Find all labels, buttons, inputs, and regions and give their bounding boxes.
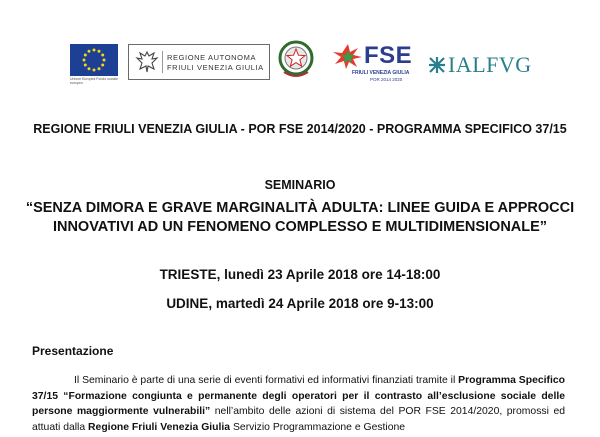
ialfvg-word: IALFVG <box>448 52 532 77</box>
seminar-title <box>20 199 580 237</box>
regione-logo <box>128 44 270 80</box>
eu-caption: Unione Europea Fondo sociale europeo <box>70 77 119 85</box>
italian-republic-emblem-icon <box>276 38 316 82</box>
regione-line1: REGIONE AUTONOMA <box>167 53 257 62</box>
logo-bar <box>0 40 600 90</box>
paragraph-bold-1: Programma Specifico 37/15 “Formazione congiunta e permanente degli operatori per il contrasto all’esclusione sociale delle persone maggiormente vulnerabili” <box>32 375 565 417</box>
fse-sub: FRIULI VENEZIA GIULIA <box>352 70 410 76</box>
event-trieste: TRIESTE, lunedì 23 Aprile 2018 ore 14-18:00 <box>159 267 441 282</box>
regione-line2: FRIULI VENEZIA GIULIA <box>167 63 264 72</box>
regione-divider <box>162 51 163 73</box>
fse-logo <box>332 42 416 88</box>
eu-flag-icon <box>70 44 118 76</box>
ialfvg-mark-icon <box>428 56 446 74</box>
paragraph-text-3: Servizio Programmazione e Gestione <box>230 421 406 433</box>
presentation-heading: Presentazione <box>32 344 114 358</box>
fse-word: FSE <box>364 42 413 69</box>
event-udine: UDINE, martedì 24 Aprile 2018 ore 9-13:00 <box>166 296 434 311</box>
seminar-title-line1: “SENZA DIMORA E GRAVE MARGINALITÀ ADULTA: LINEE GUIDA E APPROCCI <box>25 200 575 216</box>
fse-star-icon <box>332 42 364 70</box>
seminar-title-line2: INNOVATIVI AD UN FENOMENO COMPLESSO E MULTIDIMENSIONALE” <box>52 219 548 235</box>
ialfvg-logo <box>428 52 548 78</box>
paragraph-text-2: nell’ambito delle azioni di sistema del POR FSE 2014/2020, promossi ed attuati dalla <box>32 406 565 433</box>
fse-sub2: POR 2014 2020 <box>370 77 403 82</box>
presentation-paragraph <box>32 373 565 435</box>
seminar-label: SEMINARIO <box>264 178 336 192</box>
paragraph-text-1: Il Seminario è parte di una serie di eventi formativi ed informativi finanziati tramite il <box>74 375 459 386</box>
eagle-icon <box>135 49 159 75</box>
eu-logo <box>70 44 118 86</box>
paragraph-bold-2: Regione Friuli Venezia Giulia <box>88 421 231 433</box>
program-heading: REGIONE FRIULI VENEZIA GIULIA - POR FSE 2014/2020 - PROGRAMMA SPECIFICO 37/15 <box>33 122 567 136</box>
eu-stars-icon <box>70 44 118 76</box>
